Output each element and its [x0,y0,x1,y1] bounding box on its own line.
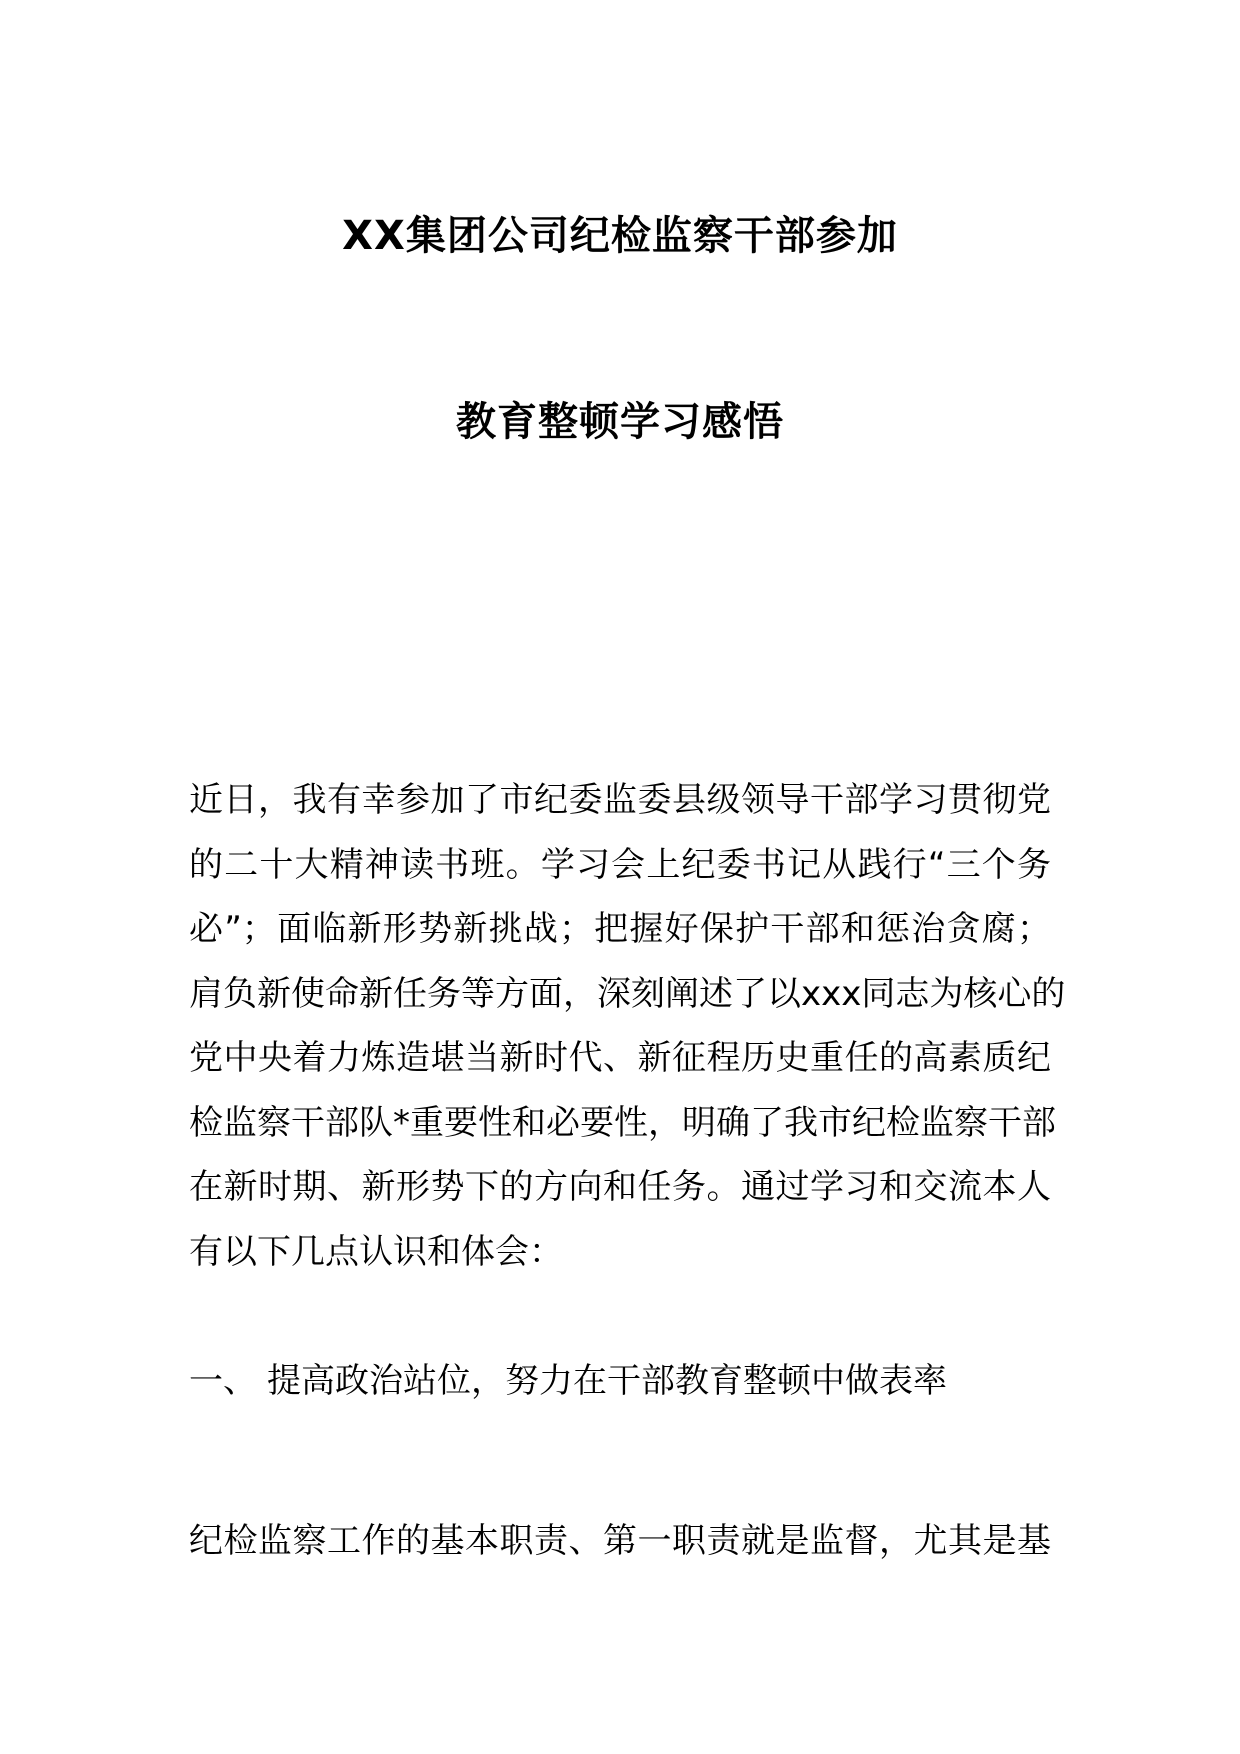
section-number: 一、 [189,1361,257,1401]
intro-line: 肩负新使命新任务等方面，深刻阐述了以xxx同志为核心的 [189,973,1066,1014]
section-1-paragraph [189,1509,1051,1574]
intro-line: 党中央着力炼造堪当新时代、新征程历史重任的高素质纪 [189,1038,1051,1078]
intro-line: 检监察干部队*重要性和必要性，明确了我市纪检监察干部 [189,1102,1056,1143]
intro-line: 有以下几点认识和体会： [189,1231,563,1272]
section-1-line: 纪检监察工作的基本职责、第一职责就是监督，尤其是基 [189,1521,1051,1561]
intro-line: 必”；面临新形势新挑战；把握好保护干部和惩治贪腐； [189,909,1051,949]
section-heading-text: 提高政治站位，努力在干部教育整顿中做表率 [267,1361,947,1401]
intro-line: 的二十大精神读书班。学习会上纪委书记从践行“三个务 [189,844,1051,885]
document-title-line-1: XX集团公司纪检监察干部参加 [342,213,898,259]
intro-paragraph [189,768,1066,1284]
intro-line: 近日，我有幸参加了市纪委监委县级领导干部学习贯彻党 [189,780,1051,820]
document-title-line-2: 教育整顿学习感悟 [456,399,784,445]
section-heading-1 [189,1357,947,1405]
intro-line: 在新时期、新形势下的方向和任务。通过学习和交流本人 [189,1167,1051,1207]
